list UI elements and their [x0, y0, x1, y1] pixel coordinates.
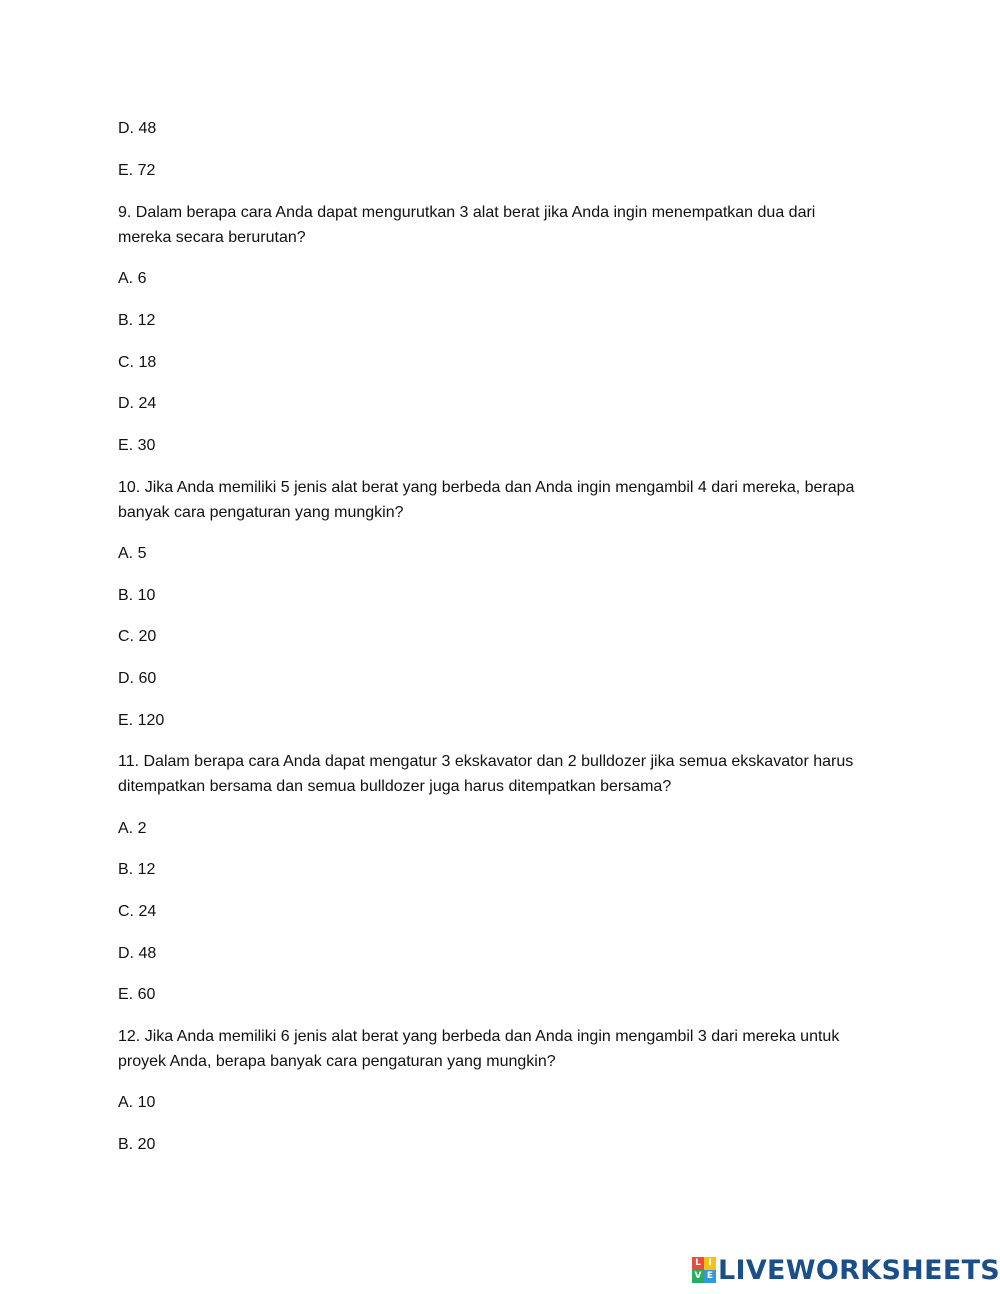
q11-option-d: D. 48: [118, 945, 157, 962]
question-10-line-1: 10. Jika Anda memiliki 5 jenis alat berat yang berbeda dan Anda ingin mengambil 4 dari mereka, berapa: [118, 479, 855, 496]
q10-option-b: B. 10: [118, 587, 156, 604]
q10-option-a: A. 5: [118, 545, 147, 562]
q12-option-a: A. 10: [118, 1094, 156, 1111]
q10-option-e: E. 120: [118, 712, 165, 729]
q11-option-e: E. 60: [118, 986, 156, 1003]
q9-option-d: D. 24: [118, 395, 157, 412]
question-10-line-2: banyak cara pengaturan yang mungkin?: [118, 504, 404, 521]
question-12-line-2: proyek Anda, berapa banyak cara pengaturan yang mungkin?: [118, 1053, 556, 1070]
logo-mark-letter: E: [704, 1270, 716, 1283]
q12-option-b: B. 20: [118, 1136, 156, 1153]
question-9-line-1: 9. Dalam berapa cara Anda dapat mengurutkan 3 alat berat jika Anda ingin menempatkan dua dari: [118, 204, 816, 221]
option-d-prev: D. 48: [118, 120, 157, 137]
q10-option-d: D. 60: [118, 670, 157, 687]
question-11-line-1: 11. Dalam berapa cara Anda dapat mengatur 3 ekskavator dan 2 bulldozer jika semua ekskavator harus: [118, 753, 854, 770]
question-12-line-1: 12. Jika Anda memiliki 6 jenis alat berat yang berbeda dan Anda ingin mengambil 3 dari mereka untuk: [118, 1028, 840, 1045]
logo-mark-letter: I: [704, 1257, 716, 1270]
q11-option-a: A. 2: [118, 820, 147, 837]
q9-option-a: A. 6: [118, 270, 147, 287]
q9-option-b: B. 12: [118, 312, 156, 329]
logo-text: LIVEWORKSHEETS: [718, 1254, 1000, 1286]
question-9-line-2: mereka secara berurutan?: [118, 229, 306, 246]
logo-mark-letter: L: [692, 1257, 704, 1270]
liveworksheets-logo: [692, 1255, 1000, 1285]
question-11-line-2: ditempatkan bersama dan semua bulldozer juga harus ditempatkan bersama?: [118, 778, 672, 795]
q9-option-c: C. 18: [118, 354, 157, 371]
live-logo-icon: [692, 1257, 716, 1283]
q11-option-b: B. 12: [118, 861, 156, 878]
option-e-prev: E. 72: [118, 162, 156, 179]
q11-option-c: C. 24: [118, 903, 157, 920]
q10-option-c: C. 20: [118, 628, 157, 645]
q9-option-e: E. 30: [118, 437, 156, 454]
logo-mark-letter: V: [692, 1270, 704, 1283]
